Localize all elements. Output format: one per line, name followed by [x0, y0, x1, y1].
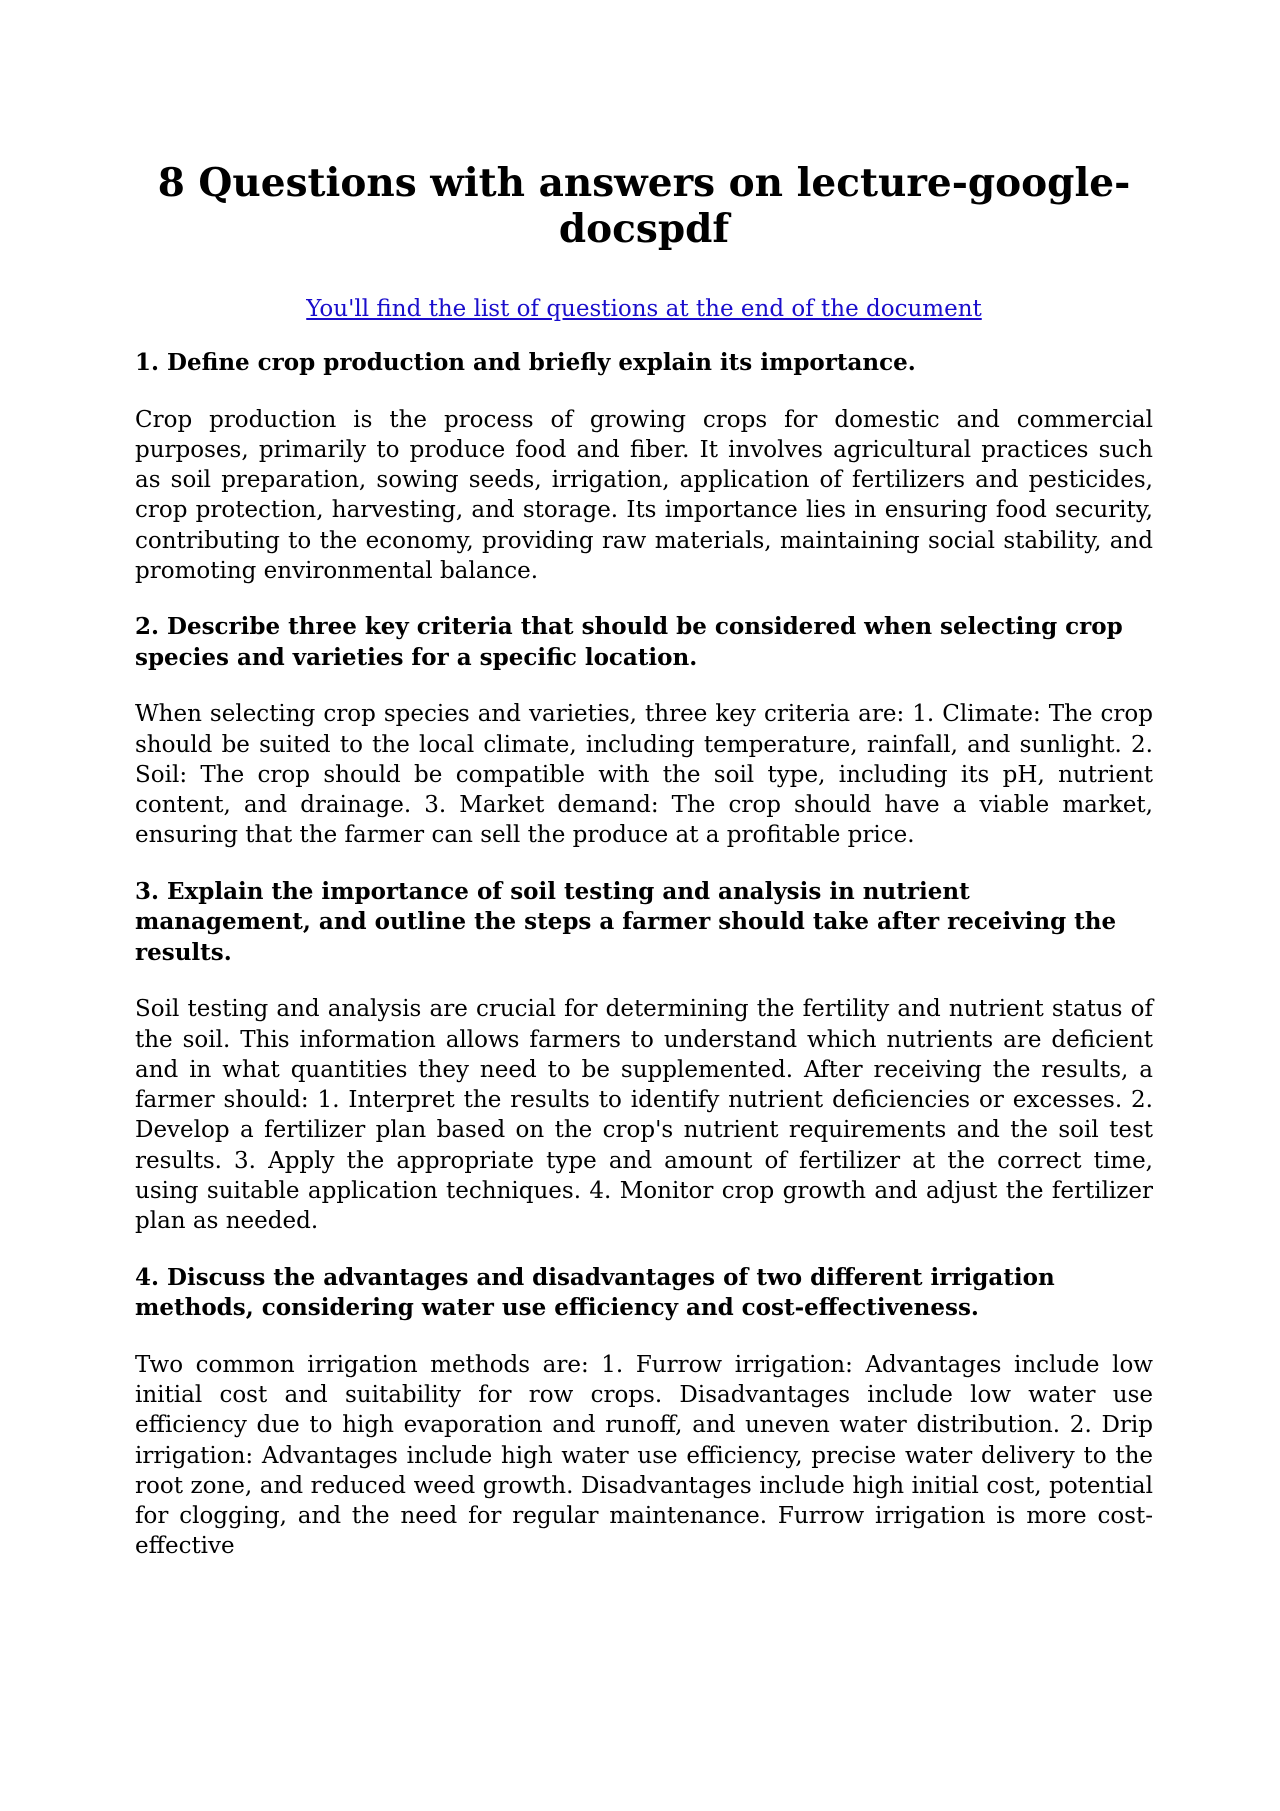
question-3: 3. Explain the importance of soil testing and analysis in nutrient management, and outline the steps a farmer should take after receiving the results.: [135, 877, 1117, 966]
question-1: 1. Define crop production and briefly explain its importance.: [135, 349, 916, 376]
document-page: [135, 0, 1153, 1562]
answer-1: Crop production is the process of growing crops for domestic and commercial purposes, primarily to produce food and fiber. It involves agricultural practices such as soil preparation, sowing seeds, irrigation, application of fertilizers and pesticides, crop protection, harvesting, and storage. Its importance lies in ensuring food security, contributing to the economy, providing raw materials, maintaining social stability, and promoting environmental balance.: [135, 406, 1153, 584]
document-title: 8 Questions with answers on lecture-google-docspdf: [157, 160, 1131, 252]
answer-4: Two common irrigation methods are: 1. Furrow irrigation: Advantages include low initial cost and suitability for row crops. Disadvantages include low water use efficiency due to high evaporation and runoff, and uneven water distribution. 2. Drip irrigation: Advantages include high water use efficiency, precise water delivery to the root zone, and reduced weed growth. Disadvantages include high initial cost, potential for clogging, and the need for regular maintenance. Furrow irrigation is more cost-effective: [135, 1351, 1153, 1560]
questions-list-link[interactable]: You'll find the list of questions at the end of the document: [306, 296, 982, 322]
answer-2: When selecting crop species and varieties, three key criteria are: 1. Climate: The crop should be suited to the local climate, including temperature, rainfall, and sunlight. 2. Soil: The crop should be compatible with the soil type, including its pH, nutrient content, and drainage. 3. Market demand: The crop should have a viable market, ensuring that the farmer can sell the produce at a profitable price.: [135, 701, 1153, 849]
answer-3: Soil testing and analysis are crucial for determining the fertility and nutrient status of the soil. This information allows farmers to understand which nutrients are deficient and in what quantities they need to be supplemented. After receiving the results, a farmer should: 1. Interpret the results to identify nutrient deficiencies or excesses. 2. Develop a fertilizer plan based on the crop's nutrient requirements and the soil test results. 3. Apply the appropriate type and amount of fertilizer at the correct time, using suitable application techniques. 4. Monitor crop growth and adjust the fertilizer plan as needed.: [135, 996, 1153, 1235]
toc-link-container: [135, 294, 1153, 324]
question-4: 4. Discuss the advantages and disadvantages of two different irrigation methods, considering water use efficiency and cost-effectiveness.: [135, 1263, 1055, 1322]
question-2: 2. Describe three key criteria that should be considered when selecting crop species and varieties for a specific location.: [135, 613, 1123, 671]
